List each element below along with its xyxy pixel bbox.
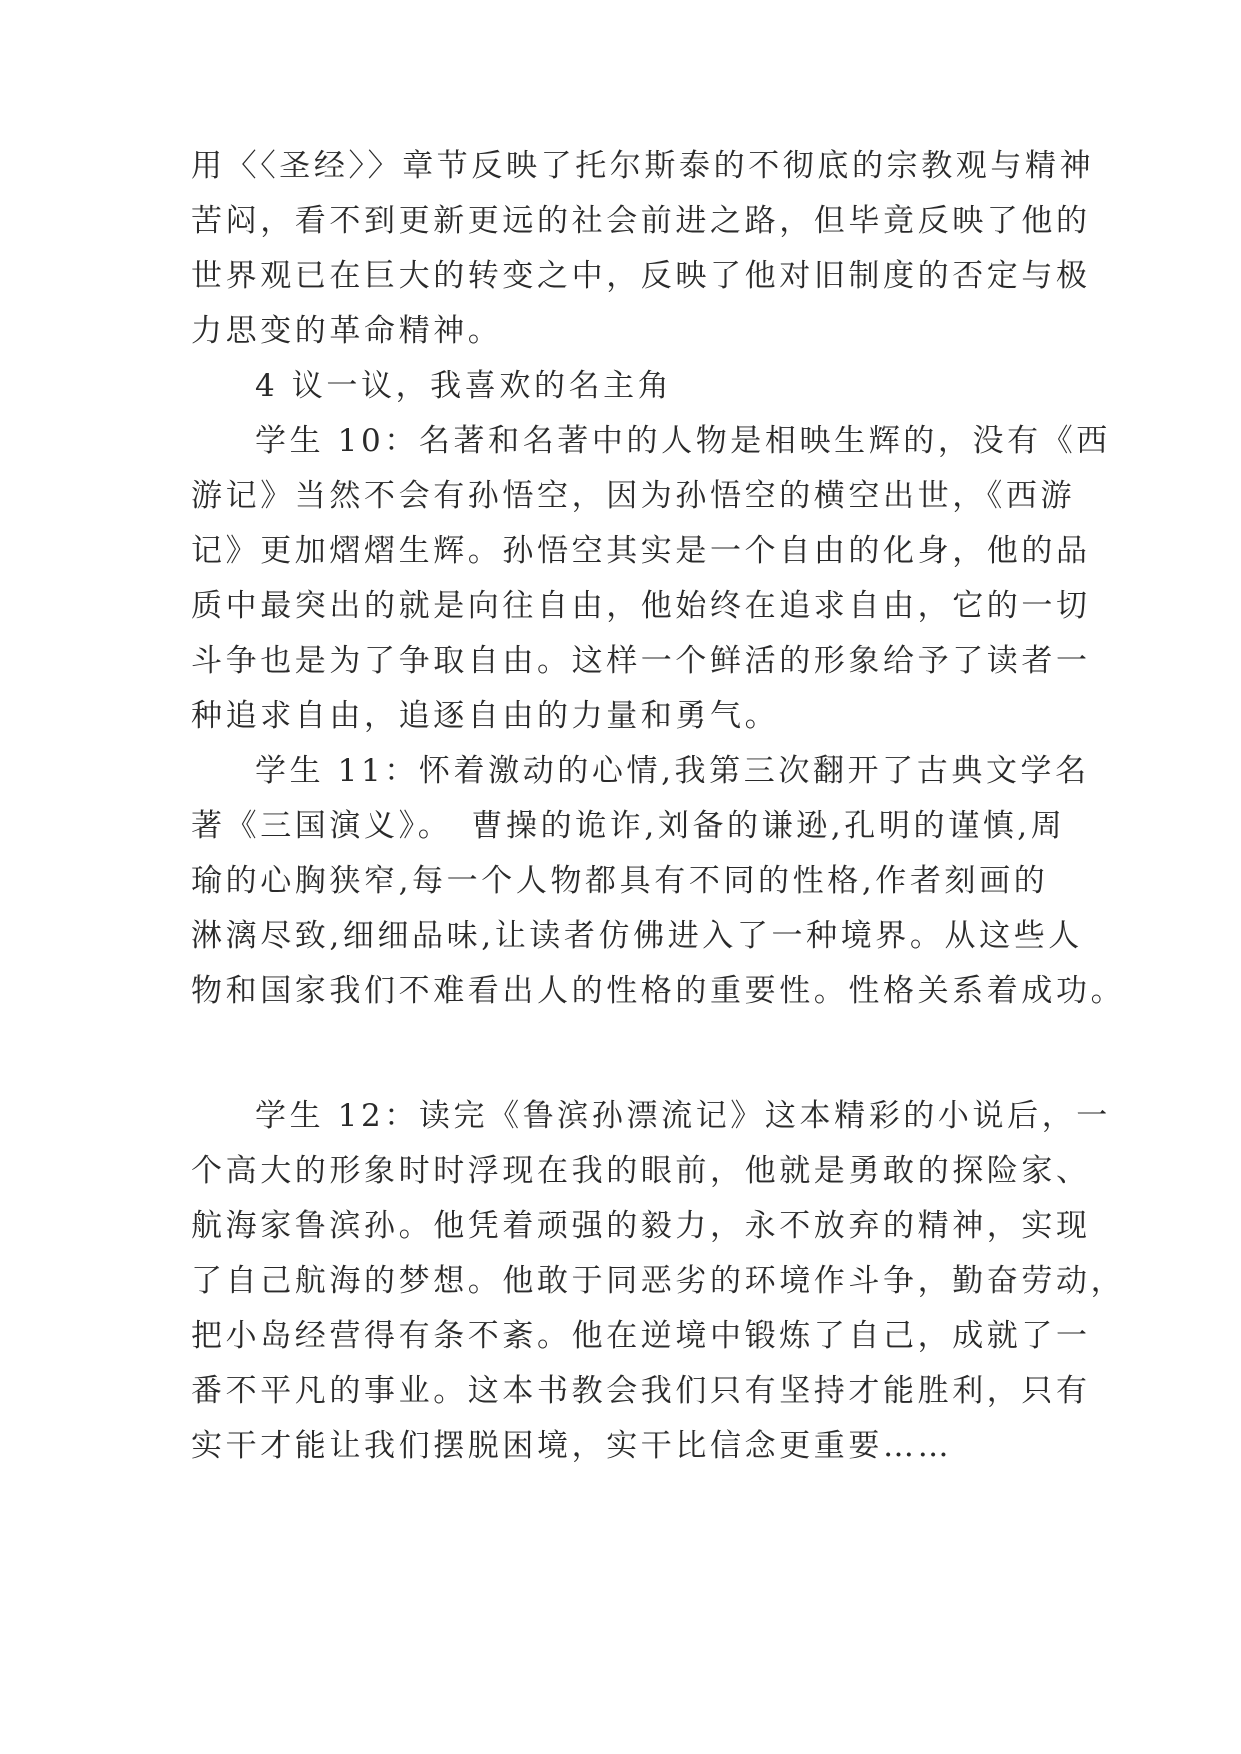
text-line: 了自己航海的梦想。他敢于同恶劣的环境作斗争，勤奋劳动， [191, 1263, 1126, 1299]
text-line: 游记》当然不会有孙悟空，因为孙悟空的横空出世，《西游 [191, 478, 1076, 514]
text-line: 个高大的形象时时浮现在我的眼前，他就是勇敢的探险家、 [191, 1153, 1091, 1189]
text-line: 用〈〈圣经〉〉章节反映了托尔斯泰的不彻底的宗教观与精神 [191, 148, 1095, 184]
text-line: 航海家鲁滨孙。他凭着顽强的毅力，永不放弃的精神，实现 [191, 1208, 1091, 1244]
text-line: 淋漓尽致,细细品味,让读者仿佛进入了一种境界。从这些人 [191, 918, 1083, 954]
text-line: 斗争也是为了争取自由。这样一个鲜活的形象给予了读者一 [191, 643, 1091, 679]
text-line: 学生 12：读完《鲁滨孙漂流记》这本精彩的小说后，一 [255, 1098, 1111, 1134]
text-line: 记》更加熠熠生辉。孙悟空其实是一个自由的化身，他的品 [191, 533, 1091, 569]
text-line: 把小岛经营得有条不紊。他在逆境中锻炼了自己，成就了一 [191, 1318, 1091, 1354]
text-line: 种追求自由，追逐自由的力量和勇气。 [191, 698, 780, 734]
text-line: 苦闷，看不到更新更远的社会前进之路，但毕竟反映了他的 [191, 203, 1091, 239]
text-line: 世界观已在巨大的转变之中，反映了他对旧制度的否定与极 [191, 258, 1091, 294]
text-line: 力思变的革命精神。 [191, 313, 503, 349]
text-line: 学生 10：名著和名著中的人物是相映生辉的，没有《西 [255, 423, 1111, 459]
section-heading: 4 议一议，我喜欢的名主角 [255, 368, 673, 404]
text-line: 著《三国演义》。 曹操的诡诈,刘备的谦逊,孔明的谨慎,周 [191, 808, 1066, 844]
text-line: 质中最突出的就是向往自由，他始终在追求自由，它的一切 [191, 588, 1091, 624]
text-line: 瑜的心胸狭窄,每一个人物都具有不同的性格,作者刻画的 [191, 863, 1049, 899]
text-line: 番不平凡的事业。这本书教会我们只有坚持才能胜利，只有 [191, 1373, 1091, 1409]
text-line: 实干才能让我们摆脱困境，实干比信念更重要…… [191, 1428, 953, 1464]
text-line: 学生 11：怀着激动的心情,我第三次翻开了古典文学名 [255, 753, 1090, 789]
text-line: 物和国家我们不难看出人的性格的重要性。性格关系着成功。 [191, 973, 1126, 1009]
